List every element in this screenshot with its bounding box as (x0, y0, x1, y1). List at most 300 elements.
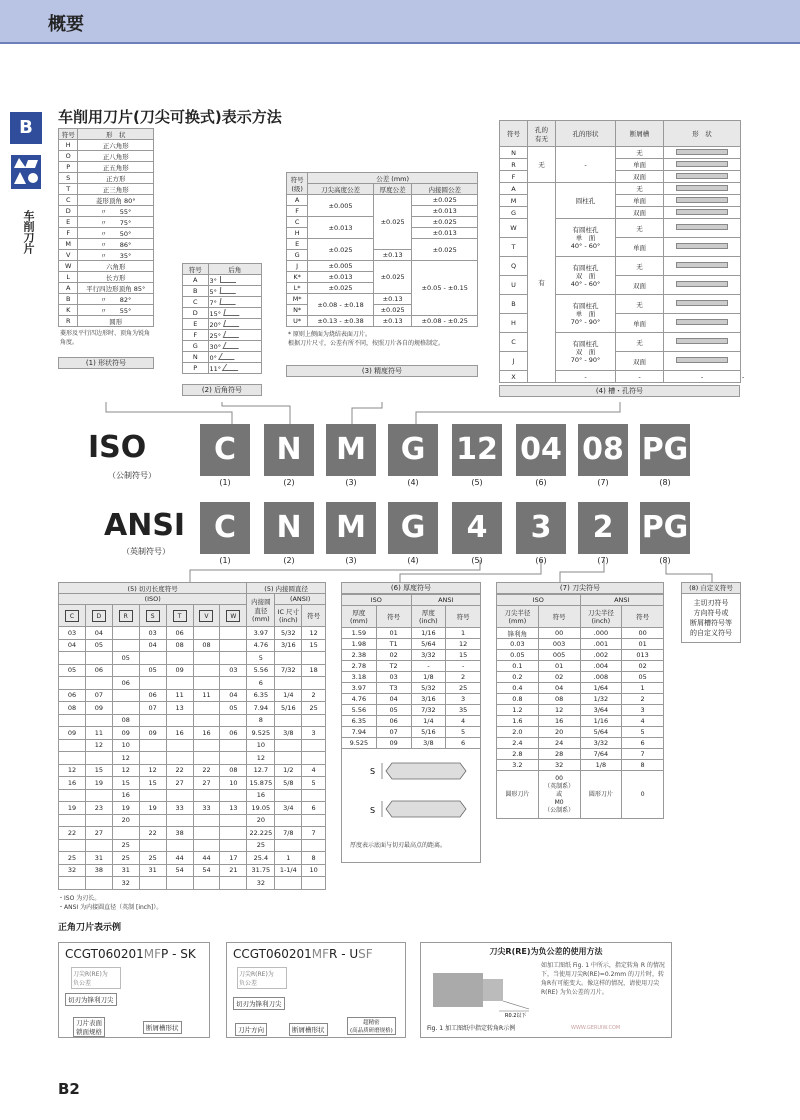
ic-cell: 04 (139, 639, 166, 652)
t3-vh: ±0.005 (308, 195, 374, 217)
chipbreaker: 单面 (616, 159, 664, 171)
radius-cell: 圆形刀片 (580, 771, 622, 819)
radius-cell: 0 (622, 771, 664, 819)
t6-h3: 符号 (446, 606, 481, 628)
thickness-cell: 2 (446, 672, 481, 683)
ic-cell: 04 (59, 639, 86, 652)
iso-code-index: (2) (283, 478, 295, 487)
ic-cell (112, 689, 139, 702)
radius-cell: .008 (580, 672, 622, 683)
hole-symbol: J (500, 352, 528, 371)
hole-shape: - (556, 147, 616, 183)
table-row (497, 760, 664, 771)
table-row (497, 738, 664, 749)
insert-shape-icon (676, 243, 728, 249)
ic-cell: 25 (302, 702, 326, 715)
hole-symbol: X (500, 371, 528, 383)
re-title: 刀尖R(RE)为负公差的使用方法 (489, 947, 603, 956)
ansi-label: ANSI (104, 508, 186, 543)
t3-htop: 公差 (mm) (308, 173, 478, 184)
ic-cell (85, 877, 112, 890)
radius-cell: 12 (538, 705, 580, 716)
radius-cell: 3 (622, 705, 664, 716)
radius-cell: 1.6 (497, 716, 539, 727)
t3-vt: ±0.13 (373, 250, 412, 261)
edge-shape-icon (139, 605, 166, 627)
edge-shape-label: V (199, 610, 213, 622)
ic-cell: 3 (302, 727, 326, 740)
ic-cell: 03 (220, 664, 247, 677)
radius-cell: 01 (538, 661, 580, 672)
ic-cell (85, 752, 112, 765)
ic-cell: 16 (166, 727, 193, 740)
s-label-2: S (370, 806, 376, 815)
radius-cell: 7 (622, 749, 664, 760)
iso-code-box: N (264, 424, 314, 476)
ic-cell: 5/32 (275, 627, 302, 640)
ic-cell: 16 (59, 777, 86, 790)
ic-cell: 1 (275, 852, 302, 865)
ic-cell (220, 639, 247, 652)
angle-icon (223, 320, 241, 327)
ic-cell: 1-1/4 (275, 864, 302, 877)
thickness-cell: - (411, 661, 446, 672)
hole-shape: 有圆柱孔 双 面 70° - 90° (556, 333, 616, 371)
ic-cell: 15 (85, 764, 112, 777)
t5-hic: IC 尺寸(inch) (275, 605, 302, 627)
t3-sym: K* (287, 272, 308, 283)
shape-name: 〃 75° (78, 217, 154, 228)
hole-symbol: N (500, 147, 528, 159)
table-row (497, 683, 664, 694)
shape-name: 正三角形 (78, 184, 154, 195)
shape-symbol: B (59, 294, 78, 305)
shape-name: 正方形 (78, 173, 154, 184)
ic-cell: 25 (139, 852, 166, 865)
ic-cell (59, 714, 86, 727)
hole-symbol: F (500, 171, 528, 183)
ic-cell: 12 (139, 764, 166, 777)
thickness-cell: 9.525 (342, 738, 377, 749)
t3-sym: L* (287, 283, 308, 294)
shape-symbol: F (59, 228, 78, 239)
table-row (342, 683, 481, 694)
table-row (59, 250, 154, 261)
angle-value: 0° (209, 353, 217, 362)
table-row (59, 827, 326, 840)
ic-cell (85, 677, 112, 690)
ic-cell: 10 (247, 739, 275, 752)
ic-cell: 33 (193, 802, 220, 815)
thickness-cell: T1 (376, 639, 411, 650)
thickness-cell: 4.76 (342, 694, 377, 705)
table-row (59, 639, 326, 652)
ic-cell: 06 (112, 677, 139, 690)
clearance-angle (208, 330, 261, 341)
ic-cell (139, 814, 166, 827)
insert-shape-icon (676, 319, 728, 325)
iso-code-index: (7) (597, 478, 609, 487)
thickness-cell: 6.35 (342, 716, 377, 727)
radius-cell: 1.2 (497, 705, 539, 716)
edge-shape-label: D (92, 610, 106, 622)
radius-cell: 2 (622, 694, 664, 705)
t5-hb: (5) 内接圆直径 (247, 583, 326, 594)
clearance-angle (208, 275, 261, 286)
ic-cell (275, 877, 302, 890)
thickness-cell: 5/16 (411, 727, 446, 738)
radius-cell: 28 (538, 749, 580, 760)
t5-hd: 内接圆直径(mm) (247, 594, 275, 627)
t3-h3: 厚度公差 (373, 184, 412, 195)
table-row (183, 308, 262, 319)
section-tab[interactable]: B (10, 112, 42, 144)
ic-cell: 8 (247, 714, 275, 727)
ic-cell (139, 677, 166, 690)
example-title: 正角刀片表示例 (58, 923, 122, 933)
t6-figure (341, 749, 481, 863)
ic-cell (302, 739, 326, 752)
insert-shape-icon (676, 149, 728, 155)
insert-shape (664, 238, 741, 257)
t1-head-symbol: 符号 (59, 129, 78, 140)
ic-cell: 54 (193, 864, 220, 877)
ic-cell: 2 (302, 689, 326, 702)
clearance-symbol: G (183, 341, 209, 352)
ic-cell: 54 (166, 864, 193, 877)
t3-sym: J (287, 261, 308, 272)
t3-vt: ±0.13 (373, 316, 412, 327)
shape-symbol: W (59, 261, 78, 272)
ic-cell: 12 (112, 764, 139, 777)
table-row (342, 661, 481, 672)
ic-cell: 15 (139, 777, 166, 790)
shape-symbol: D (59, 206, 78, 217)
hole-shape: - (616, 371, 664, 383)
ic-cell: 1/2 (275, 764, 302, 777)
insert-shape (664, 257, 741, 276)
radius-cell: 0.03 (497, 639, 539, 650)
table-row-round (497, 771, 664, 819)
radius-cell: 2.4 (497, 738, 539, 749)
shape-dash: - (742, 372, 745, 381)
ic-cell: 11 (193, 689, 220, 702)
ic-cell: 27 (193, 777, 220, 790)
table-row (59, 789, 326, 802)
table-row (497, 749, 664, 760)
ic-cell: 22 (193, 764, 220, 777)
shape-name: 圆形 (78, 316, 154, 327)
ic-cell: 1/4 (275, 689, 302, 702)
ansi-code-index: (2) (283, 556, 295, 565)
ansi-code-index: (1) (219, 556, 231, 565)
t4-h1: 孔的 有无 (528, 121, 556, 147)
ic-cell: 13 (220, 802, 247, 815)
thickness-cell: 05 (376, 705, 411, 716)
table-row (59, 261, 154, 272)
ic-cell (59, 739, 86, 752)
thickness-cell: 25 (446, 683, 481, 694)
chipbreaker: 无 (616, 257, 664, 276)
ic-cell (139, 789, 166, 802)
table-row (59, 162, 154, 173)
iso-sub: （公制符号） (108, 471, 156, 480)
ansi-code-index: (6) (535, 556, 547, 565)
t6-ansi: ANSI (411, 595, 481, 606)
table-row (59, 714, 326, 727)
chipbreaker: 无 (616, 147, 664, 159)
t3-vh: ±0.013 (308, 217, 374, 239)
ic-cell (275, 814, 302, 827)
ic-cell: 21 (220, 864, 247, 877)
angle-value: 30° (209, 342, 222, 351)
t4-caption: (4) 槽・孔符号 (499, 385, 740, 397)
hole-shape: 有圆柱孔 单 面 70° - 90° (556, 295, 616, 333)
radius-cell: 5 (622, 727, 664, 738)
radius-cell: 00 (538, 628, 580, 639)
ic-cell (112, 639, 139, 652)
ic-cell: 25 (247, 839, 275, 852)
radius-cell: .001 (580, 639, 622, 650)
tolerance-table (286, 172, 478, 377)
ansi-code-box: PG (640, 502, 690, 554)
t6-iso: ISO (342, 595, 412, 606)
ic-cell (193, 714, 220, 727)
thickness-cell: 02 (376, 650, 411, 661)
ic-cell: 27 (166, 777, 193, 790)
thickness-cell: T2 (376, 661, 411, 672)
ic-cell (166, 652, 193, 665)
clearance-angle (208, 341, 261, 352)
ansi-code-index: (3) (345, 556, 357, 565)
shape-symbol: E (59, 217, 78, 228)
t3-note1: * 原则上侧面为烧结表面刀片。 (288, 331, 371, 338)
ic-cell (193, 827, 220, 840)
t3-vd: ±0.05 - ±0.15 (412, 261, 478, 316)
ic-cell: 05 (220, 702, 247, 715)
thickness-cell: 35 (446, 705, 481, 716)
ex2-lab8: 断屑槽形状 (289, 1023, 328, 1036)
ic-cell: 15 (112, 777, 139, 790)
ic-cell: 25 (59, 852, 86, 865)
ic-cell: 25 (112, 852, 139, 865)
t3-sym: C (287, 217, 308, 228)
table-row (342, 694, 481, 705)
radius-cell: 05 (622, 672, 664, 683)
shape-name: 〃 55° (78, 206, 154, 217)
ic-cell (302, 814, 326, 827)
thickness-cell: 01 (376, 628, 411, 639)
radius-cell: 1/64 (580, 683, 622, 694)
table-row (59, 814, 326, 827)
insert-shape (664, 183, 741, 195)
ic-table (58, 582, 326, 912)
shape-name: 〃 82° (78, 294, 154, 305)
ic-cell: 31 (85, 852, 112, 865)
table-row (59, 752, 326, 765)
ic-cell: 6 (247, 677, 275, 690)
radius-cell: 圆形刀片 (497, 771, 539, 819)
ic-cell: 5/8 (275, 777, 302, 790)
ic-cell (139, 652, 166, 665)
ex2-s: F (322, 947, 330, 961)
table-row (59, 664, 326, 677)
shape-symbol: K (59, 305, 78, 316)
t7-ansi: ANSI (580, 595, 664, 606)
angle-value: 5° (209, 287, 217, 296)
chipbreaker: 单面 (616, 195, 664, 207)
clearance-symbol: F (183, 330, 209, 341)
ic-cell: 5/16 (275, 702, 302, 715)
t3-sym: U* (287, 316, 308, 327)
page-title: 车削用刀片(刀尖可换式)表示方法 (58, 108, 282, 126)
ic-cell: 06 (166, 627, 193, 640)
header-title: 概要 (48, 14, 84, 35)
hole-symbol: B (500, 295, 528, 314)
re-fig: Fig. 1 加工图纸中指定转角R示例 (427, 1025, 516, 1032)
radius-cell: 24 (538, 738, 580, 749)
t3-vd: ±0.013 (412, 228, 478, 239)
hole-symbol: R (500, 159, 528, 171)
hole-presence: - (556, 371, 616, 383)
ex2-lab6: 切刃为锋利刀尖 (233, 997, 285, 1010)
t7-iso: ISO (497, 595, 581, 606)
table-row (59, 677, 326, 690)
hole-presence: 有 (528, 183, 556, 383)
table-row (59, 802, 326, 815)
ic-cell: 10 (112, 739, 139, 752)
ic-cell: 07 (139, 702, 166, 715)
t3-h4: 内接圆公差 (412, 184, 478, 195)
ic-cell (59, 814, 86, 827)
table-row (183, 330, 262, 341)
ic-cell: 08 (193, 639, 220, 652)
ic-cell (193, 652, 220, 665)
radius-cell: 1/16 (580, 716, 622, 727)
t3-vt: ±0.13 (373, 294, 412, 305)
ic-cell: 06 (139, 689, 166, 702)
clearance-angle (208, 308, 261, 319)
ic-cell: 7/8 (275, 827, 302, 840)
table-row (59, 173, 154, 184)
ic-cell (166, 739, 193, 752)
sidebar-label: 车削刀片 (22, 210, 35, 254)
ic-cell: 25.4 (247, 852, 275, 865)
ic-cell: 32 (112, 877, 139, 890)
ic-cell: 12 (59, 764, 86, 777)
ic-cell: 09 (59, 727, 86, 740)
t5-hsym: 符号 (302, 605, 326, 627)
ic-cell (193, 877, 220, 890)
edge-shape-icon (59, 605, 86, 627)
ic-cell (166, 677, 193, 690)
table-row (497, 639, 664, 650)
table-row (342, 628, 481, 639)
radius-cell: 0.2 (497, 672, 539, 683)
hole-symbol: W (500, 219, 528, 238)
thickness-cell: 1.59 (342, 628, 377, 639)
shape-symbol: P (59, 162, 78, 173)
radius-cell: .000 (580, 628, 622, 639)
hole-symbol: G (500, 207, 528, 219)
ic-cell: 08 (220, 764, 247, 777)
table-row (497, 705, 664, 716)
ansi-code-box: 4 (452, 502, 502, 554)
table-row (183, 297, 262, 308)
radius-cell: 0.4 (497, 683, 539, 694)
ic-cell (166, 877, 193, 890)
table-row (59, 294, 154, 305)
ic-cell: 4.76 (247, 639, 275, 652)
example-1 (58, 942, 210, 1038)
ic-cell (112, 827, 139, 840)
thickness-diagram (342, 755, 480, 835)
t8-title: (8) 自定义符号 (681, 582, 741, 594)
radius-cell: .004 (580, 661, 622, 672)
table-row (59, 777, 326, 790)
radius-cell: 1/32 (580, 694, 622, 705)
ic-cell (220, 714, 247, 727)
iso-code-index: (6) (535, 478, 547, 487)
t7-h1: 符号 (538, 606, 580, 628)
thickness-cell: 7/32 (411, 705, 446, 716)
angle-value: 7° (209, 298, 217, 307)
s-label-1: S (370, 767, 376, 776)
t3-h2: 刀尖高度公差 (308, 184, 374, 195)
ex2-lab7: 刀片方向 (235, 1023, 267, 1036)
ex2-t: R - U (329, 947, 359, 961)
ic-cell: 10 (302, 864, 326, 877)
ic-cell (275, 677, 302, 690)
re-figure (429, 959, 539, 1019)
insert-shape-icon (676, 173, 728, 179)
ic-cell: 06 (85, 664, 112, 677)
t3-vd: ±0.08 - ±0.25 (412, 316, 478, 327)
ic-cell (275, 789, 302, 802)
chipbreaker: 单面 (616, 314, 664, 333)
t2-head-symbol: 符号 (183, 264, 209, 275)
thickness-cell: 4 (446, 716, 481, 727)
shape-name: 〃 50° (78, 228, 154, 239)
ic-cell (302, 652, 326, 665)
ic-cell: 09 (166, 664, 193, 677)
radius-cell: 00 (622, 628, 664, 639)
ic-cell: 23 (85, 802, 112, 815)
ic-cell: 19 (85, 777, 112, 790)
ic-cell (275, 739, 302, 752)
table-row (59, 151, 154, 162)
ic-cell: 38 (166, 827, 193, 840)
ex2-tb: SF (358, 947, 373, 961)
radius-cell: 01 (622, 639, 664, 650)
t1-head-shape: 形 状 (78, 129, 154, 140)
ic-cell: 12 (112, 752, 139, 765)
t5-note1: ・ISO 为刃长。 (58, 894, 101, 902)
ic-cell (220, 877, 247, 890)
t3-sym: E (287, 239, 308, 250)
thickness-cell: 1/4 (411, 716, 446, 727)
ic-cell: 7.94 (247, 702, 275, 715)
ex2-code: CCGT060201 (233, 947, 312, 961)
table-row (183, 341, 262, 352)
hole-presence: 无 (528, 147, 556, 183)
chipbreaker: 双面 (616, 276, 664, 295)
table-row (342, 650, 481, 661)
shape-name: 〃 86° (78, 239, 154, 250)
iso-row (88, 424, 788, 494)
chipbreaker: - (664, 371, 741, 383)
shape-symbol: S (59, 173, 78, 184)
